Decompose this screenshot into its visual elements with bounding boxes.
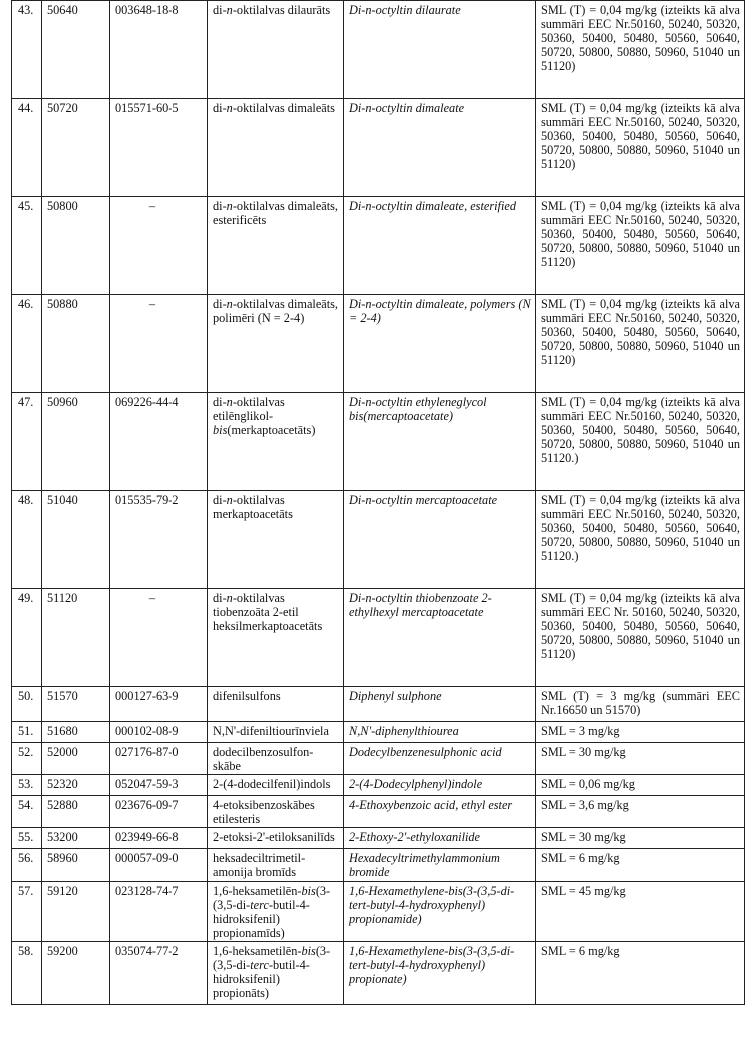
name-latvian: difenilsulfons <box>208 687 344 722</box>
document-page <box>11 0 744 1005</box>
name-latvian: di-n-oktilalvas dimaleāts <box>208 99 344 197</box>
name-latvian: di-n-oktilalvas merkaptoacetāts <box>208 491 344 589</box>
name-english: Di-n-octyltin dimaleate <box>344 99 536 197</box>
restriction: SML = 6 mg/kg <box>536 849 745 881</box>
row-number: 57. <box>12 881 42 941</box>
ref-number: 50640 <box>42 1 110 99</box>
row-number: 49. <box>12 589 42 687</box>
cas-number: 000127-63-9 <box>110 687 208 722</box>
ref-number: 51570 <box>42 687 110 722</box>
name-latvian: heksadeciltrimetil-amonija bromīds <box>208 849 344 881</box>
table-row <box>12 796 745 828</box>
ref-number: 51040 <box>42 491 110 589</box>
name-latvian: 1,6-heksametilēn-bis(3-(3,5-di-terc-butil-4-hidroksifenil) propionāts) <box>208 941 344 1004</box>
cas-number: 015535-79-2 <box>110 491 208 589</box>
table-row <box>12 295 745 393</box>
table-row <box>12 881 745 941</box>
row-number: 52. <box>12 743 42 775</box>
ref-number: 52880 <box>42 796 110 828</box>
ref-number: 59200 <box>42 941 110 1004</box>
cas-number: 023949-66-8 <box>110 828 208 849</box>
name-english: Di-n-octyltin mercaptoacetate <box>344 491 536 589</box>
cas-number: 015571-60-5 <box>110 99 208 197</box>
row-number: 48. <box>12 491 42 589</box>
cas-number: 000057-09-0 <box>110 849 208 881</box>
name-english: Di-n-octyltin dimaleate, esterified <box>344 197 536 295</box>
restriction: SML (T) = 0,04 mg/kg (izteikts kā alva summāri EEC Nr.50160, 50240, 50320, 50360, 50400, 50480, 50560, 50640, 50720, 50800, 50880, 50960, 51040 un 51120) <box>536 99 745 197</box>
row-number: 45. <box>12 197 42 295</box>
name-latvian: dodecilbenzosulfon-skābe <box>208 743 344 775</box>
name-latvian: di-n-oktilalvas tiobenzoāta 2-etil heksilmerkaptoacetāts <box>208 589 344 687</box>
table-row <box>12 99 745 197</box>
row-number: 51. <box>12 722 42 743</box>
ref-number: 52320 <box>42 775 110 796</box>
row-number: 50. <box>12 687 42 722</box>
cas-number: 052047-59-3 <box>110 775 208 796</box>
ref-number: 52000 <box>42 743 110 775</box>
name-latvian: di-n-oktilalvas dimaleāts, esterificēts <box>208 197 344 295</box>
name-english: N,N'-diphenylthiourea <box>344 722 536 743</box>
name-english: Diphenyl sulphone <box>344 687 536 722</box>
table-row <box>12 743 745 775</box>
name-latvian: di-n-oktilalvas dilaurāts <box>208 1 344 99</box>
ref-number: 50960 <box>42 393 110 491</box>
restriction: SML (T) = 3 mg/kg (summāri EEC Nr.16650 un 51570) <box>536 687 745 722</box>
table-row <box>12 589 745 687</box>
restriction: SML (T) = 0,04 mg/kg (izteikts kā alva summāri EEC Nr.50160, 50240, 50320, 50360, 50400, 50480, 50560, 50640, 50720, 50800, 50880, 50960, 51040 un 51120.) <box>536 491 745 589</box>
cas-number: 027176-87-0 <box>110 743 208 775</box>
row-number: 58. <box>12 941 42 1004</box>
restriction: SML (T) = 0,04 mg/kg (izteikts kā alva summāri EEC Nr.50160, 50240, 50320, 50360, 50400, 50480, 50560, 50640, 50720, 50800, 50880, 50960, 51040 un 51120) <box>536 197 745 295</box>
restriction: SML = 0,06 mg/kg <box>536 775 745 796</box>
table-row <box>12 1 745 99</box>
cas-number: 069226-44-4 <box>110 393 208 491</box>
ref-number: 51120 <box>42 589 110 687</box>
cas-number: – <box>110 295 208 393</box>
restriction: SML = 45 mg/kg <box>536 881 745 941</box>
ref-number: 50720 <box>42 99 110 197</box>
table-row <box>12 849 745 881</box>
ref-number: 51680 <box>42 722 110 743</box>
table-row <box>12 775 745 796</box>
cas-number: – <box>110 197 208 295</box>
name-latvian: N,N'-difeniltiourīnviela <box>208 722 344 743</box>
table-body <box>12 1 745 1005</box>
ref-number: 58960 <box>42 849 110 881</box>
table-row <box>12 828 745 849</box>
ref-number: 50880 <box>42 295 110 393</box>
name-latvian: 2-etoksi-2'-etiloksanilīds <box>208 828 344 849</box>
table-row <box>12 393 745 491</box>
cas-number: 003648-18-8 <box>110 1 208 99</box>
row-number: 56. <box>12 849 42 881</box>
name-latvian: 2-(4-dodecilfenil)indols <box>208 775 344 796</box>
name-english: Dodecylbenzenesulphonic acid <box>344 743 536 775</box>
restriction: SML (T) = 0,04 mg/kg (izteikts kā alva summāri EEC Nr.50160, 50240, 50320, 50360, 50400, 50480, 50560, 50640, 50720, 50800, 50880, 50960, 51040 un 51120.) <box>536 393 745 491</box>
cas-number: 000102-08-9 <box>110 722 208 743</box>
name-english: Di-n-octyltin dimaleate, polymers (N = 2-4) <box>344 295 536 393</box>
row-number: 46. <box>12 295 42 393</box>
name-english: 4-Ethoxybenzoic acid, ethyl ester <box>344 796 536 828</box>
row-number: 55. <box>12 828 42 849</box>
name-english: Di-n-octyltin dilaurate <box>344 1 536 99</box>
table-row <box>12 197 745 295</box>
name-english: 1,6-Hexamethylene-bis(3-(3,5-di-tert-butyl-4-hydroxyphenyl) propionamide) <box>344 881 536 941</box>
restriction: SML = 3 mg/kg <box>536 722 745 743</box>
row-number: 44. <box>12 99 42 197</box>
ref-number: 50800 <box>42 197 110 295</box>
name-latvian: 4-etoksibenzoskābes etilesteris <box>208 796 344 828</box>
restriction: SML (T) = 0,04 mg/kg (izteikts kā alva summāri EEC Nr. 50160, 50240, 50320, 50360, 50400, 50480, 50560, 50640, 50720, 50800, 50880, 50960, 51040 un 51120) <box>536 589 745 687</box>
cas-number: 023128-74-7 <box>110 881 208 941</box>
ref-number: 59120 <box>42 881 110 941</box>
restriction: SML (T) = 0,04 mg/kg (izteikts kā alva summāri EEC Nr.50160, 50240, 50320, 50360, 50400, 50480, 50560, 50640, 50720, 50800, 50880, 50960, 51040 un 51120) <box>536 295 745 393</box>
table-row <box>12 687 745 722</box>
cas-number: 023676-09-7 <box>110 796 208 828</box>
ref-number: 53200 <box>42 828 110 849</box>
cas-number: – <box>110 589 208 687</box>
row-number: 54. <box>12 796 42 828</box>
name-english: Di-n-octyltin thiobenzoate 2-ethylhexyl mercaptoacetate <box>344 589 536 687</box>
cas-number: 035074-77-2 <box>110 941 208 1004</box>
substances-table <box>11 0 745 1005</box>
table-row <box>12 491 745 589</box>
name-latvian: di-n-oktilalvas etilēnglikol-bis(merkaptoacetāts) <box>208 393 344 491</box>
name-latvian: di-n-oktilalvas dimaleāts, polimēri (N = 2-4) <box>208 295 344 393</box>
name-english: Di-n-octyltin ethyleneglycol bis(mercaptoacetate) <box>344 393 536 491</box>
name-latvian: 1,6-heksametilēn-bis(3-(3,5-di-terc-butil-4-hidroksifenil) propionamīds) <box>208 881 344 941</box>
restriction: SML (T) = 0,04 mg/kg (izteikts kā alva summāri EEC Nr.50160, 50240, 50320, 50360, 50400, 50480, 50560, 50640, 50720, 50800, 50880, 50960, 51040 un 51120) <box>536 1 745 99</box>
restriction: SML = 30 mg/kg <box>536 828 745 849</box>
row-number: 53. <box>12 775 42 796</box>
name-english: Hexadecyltrimethylammonium bromide <box>344 849 536 881</box>
row-number: 43. <box>12 1 42 99</box>
table-row <box>12 941 745 1004</box>
restriction: SML = 30 mg/kg <box>536 743 745 775</box>
name-english: 2-Ethoxy-2'-ethyloxanilide <box>344 828 536 849</box>
table-row <box>12 722 745 743</box>
row-number: 47. <box>12 393 42 491</box>
name-english: 2-(4-Dodecylphenyl)indole <box>344 775 536 796</box>
restriction: SML = 6 mg/kg <box>536 941 745 1004</box>
name-english: 1,6-Hexamethylene-bis(3-(3,5-di-tert-butyl-4-hydroxyphenyl) propionate) <box>344 941 536 1004</box>
restriction: SML = 3,6 mg/kg <box>536 796 745 828</box>
